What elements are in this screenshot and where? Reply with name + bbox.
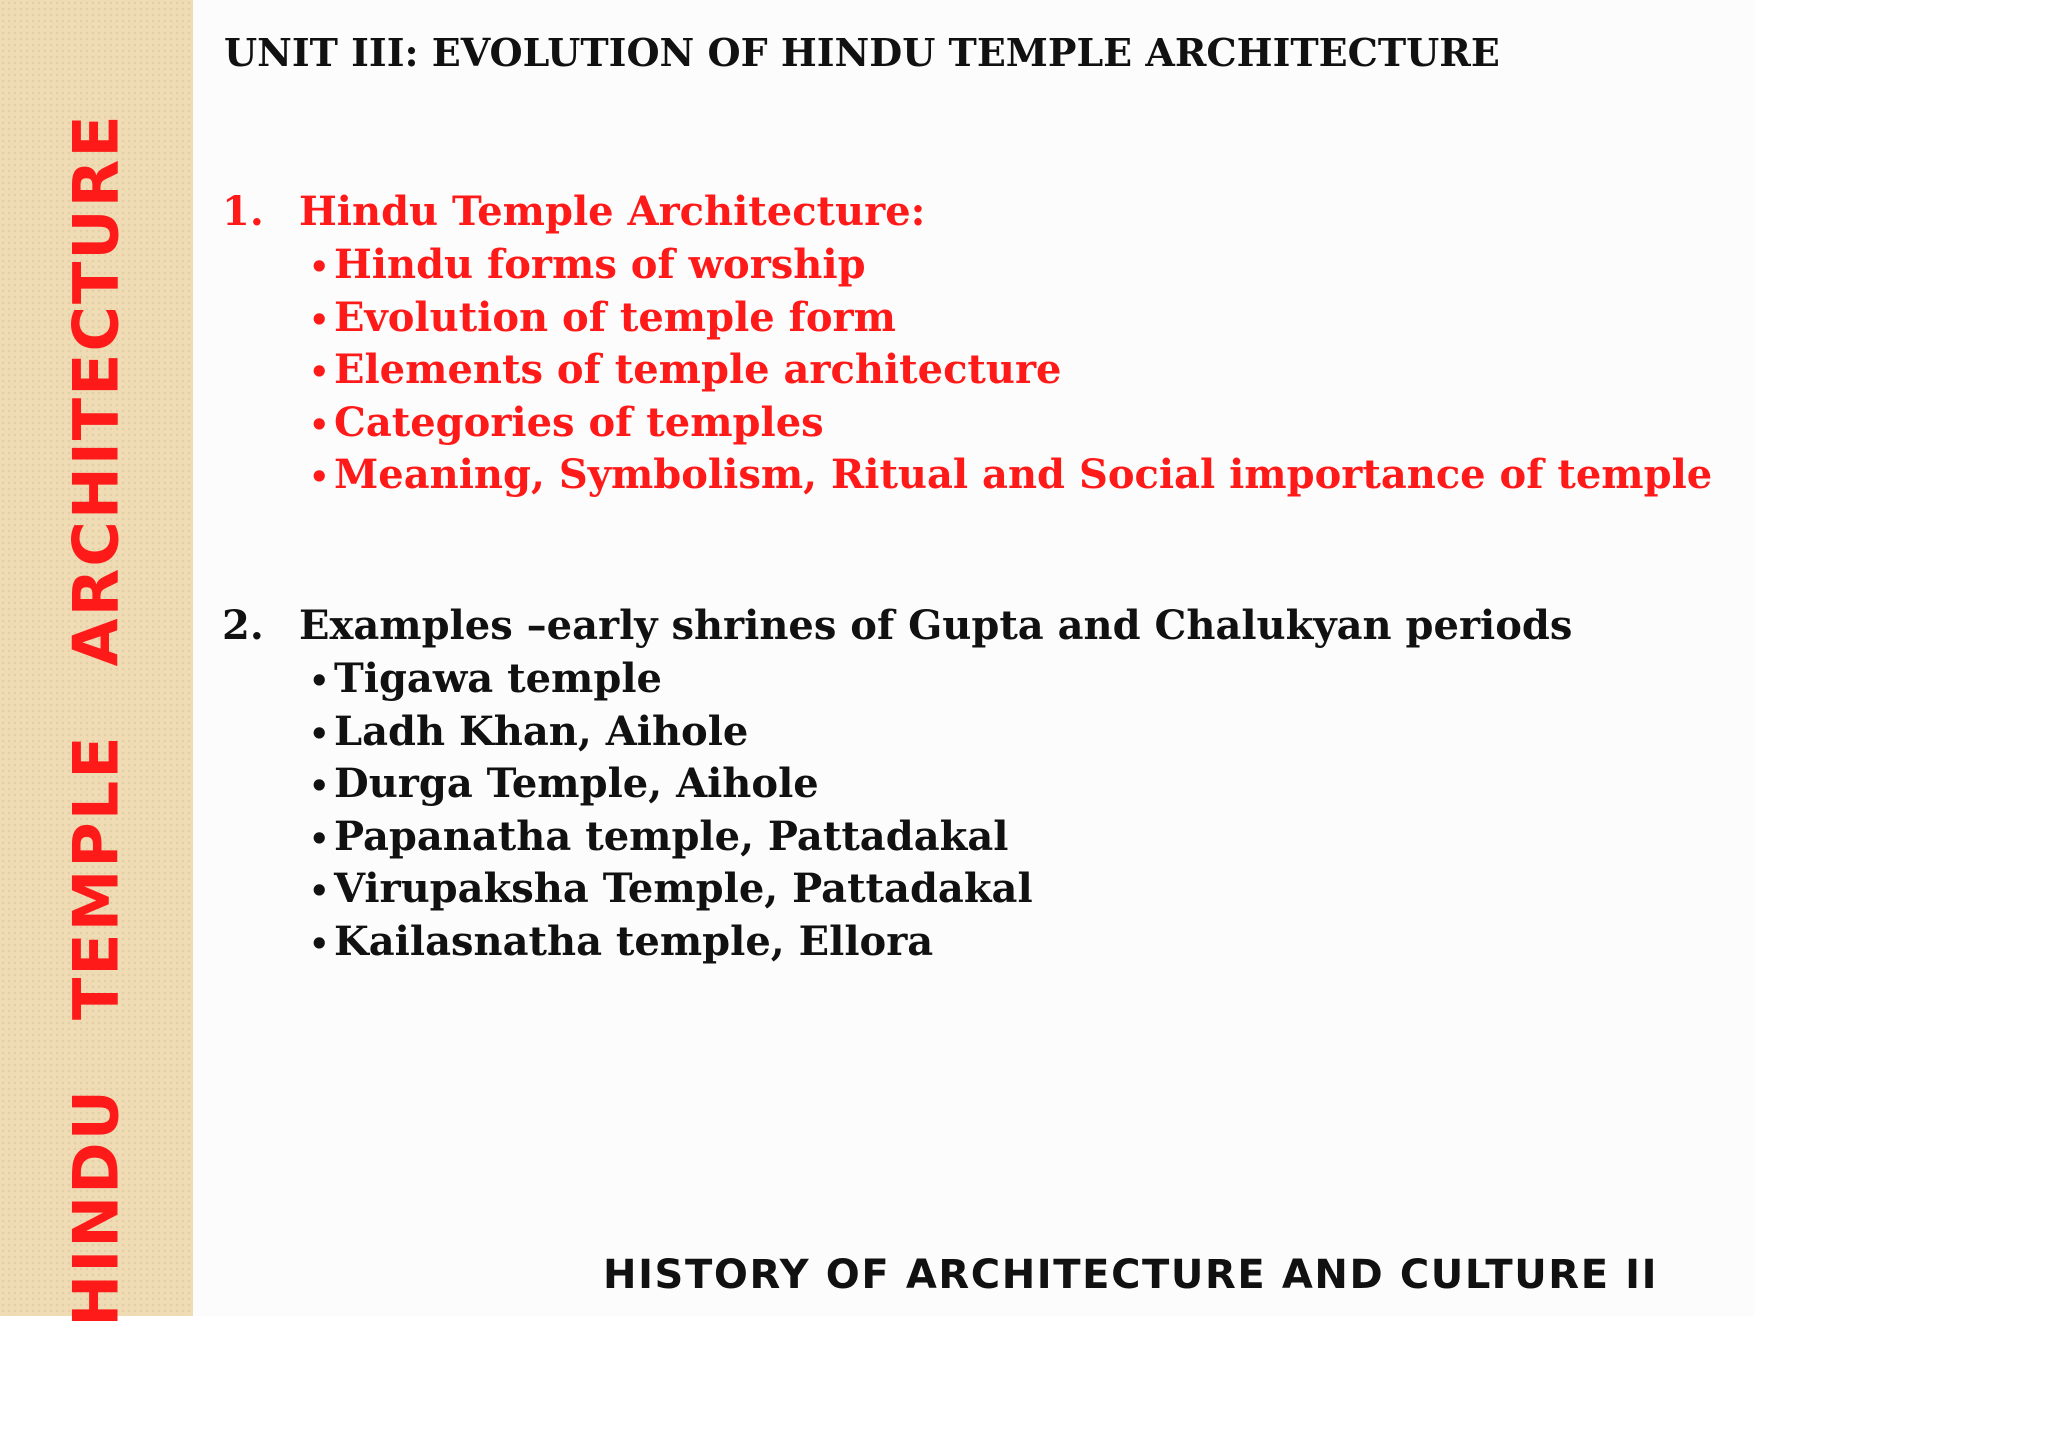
list-item xyxy=(309,916,1033,969)
list-item-text: Kailasnatha temple, Ellora xyxy=(334,917,934,965)
list-item xyxy=(309,863,1033,916)
sidebar-title xyxy=(60,79,133,1360)
list-item xyxy=(309,706,1033,759)
list-item-text: Ladh Khan, Aihole xyxy=(334,707,749,755)
list-item-text: Meaning, Symbolism, Ritual and Social importance of temple xyxy=(334,451,1713,499)
list-item xyxy=(309,344,1712,397)
list-item-text: Hindu forms of worship xyxy=(334,241,866,288)
section-2-list xyxy=(309,653,1033,969)
sidebar-word-hindu: HINDU xyxy=(59,1088,133,1327)
list-item xyxy=(309,239,1712,292)
list-item-text: Durga Temple, Aihole xyxy=(334,760,819,808)
section-2-number: 2. xyxy=(222,602,264,649)
list-item xyxy=(309,653,1033,706)
sidebar-banner xyxy=(0,0,193,1327)
page-title: UNIT III: EVOLUTION OF HINDU TEMPLE ARCHITECTURE xyxy=(224,30,1500,75)
bullet-icon: • xyxy=(309,714,330,753)
list-item-text: Papanatha temple, Pattadakal xyxy=(334,812,1009,860)
bullet-icon: • xyxy=(309,662,330,700)
bullet-icon: • xyxy=(309,405,330,444)
bullet-icon: • xyxy=(309,924,330,963)
list-item-text: Tigawa temple xyxy=(334,655,662,702)
bullet-icon: • xyxy=(309,872,330,911)
list-item-text: Virupaksha Temple, Pattadakal xyxy=(334,865,1033,913)
list-item xyxy=(309,292,1712,345)
sidebar-word-temple: TEMPLE xyxy=(59,734,133,1021)
bullet-icon: • xyxy=(309,458,330,497)
list-item xyxy=(309,758,1033,811)
section-2-title: Examples –early shrines of Gupta and Chalukyan periods xyxy=(299,602,1573,649)
list-item xyxy=(309,449,1712,502)
list-item xyxy=(309,811,1033,864)
section-1-number: 1. xyxy=(222,188,264,235)
bullet-icon: • xyxy=(309,353,330,392)
list-item xyxy=(309,397,1712,450)
bullet-icon: • xyxy=(309,248,330,286)
bullet-icon: • xyxy=(309,300,330,339)
list-item-text: Evolution of temple form xyxy=(334,293,896,341)
section-1-title: Hindu Temple Architecture: xyxy=(299,188,926,235)
sidebar-word-architecture: ARCHITECTURE xyxy=(59,113,133,667)
footer-course-title: HISTORY OF ARCHITECTURE AND CULTURE II xyxy=(603,1252,1659,1298)
bullet-icon: • xyxy=(309,819,330,858)
bullet-icon: • xyxy=(309,767,330,806)
list-item-text: Elements of temple architecture xyxy=(334,346,1062,394)
section-1-list xyxy=(309,239,1712,502)
list-item-text: Categories of temples xyxy=(334,398,824,446)
